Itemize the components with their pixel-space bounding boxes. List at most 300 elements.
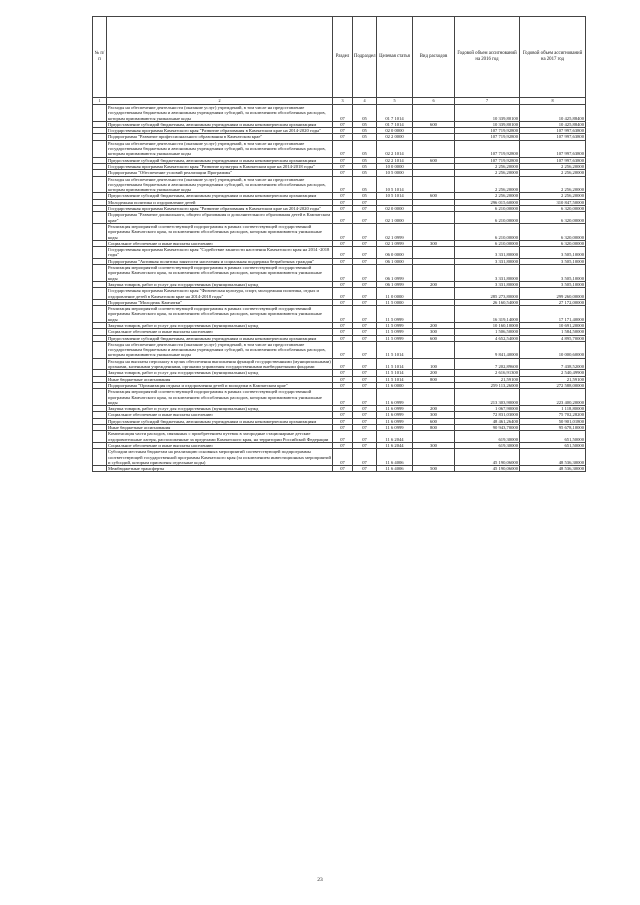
row-exptype bbox=[413, 212, 455, 224]
row-name: Расходы на обеспечение деятельности (оказание услуг) учреждений, в том числе на предоставление государственным бюджетным и автономным учреждениям субсидий, за исключением обособленных расходов, которым присваиваются уникальные коды bbox=[107, 176, 333, 193]
row-num bbox=[93, 449, 107, 466]
row-2017: 107 997,63800 bbox=[520, 157, 586, 163]
row-subsection: 07 bbox=[353, 299, 377, 305]
row-exptype: 300 bbox=[413, 240, 455, 246]
row-target: 02 1 0000 bbox=[377, 212, 413, 224]
row-num bbox=[93, 389, 107, 406]
table-row bbox=[93, 288, 586, 300]
row-name: Социальное обеспечение и иные выплаты населению bbox=[107, 329, 333, 335]
row-2017: 95 678,10000 bbox=[520, 425, 586, 431]
row-section: 07 bbox=[333, 128, 353, 134]
row-exptype bbox=[413, 265, 455, 282]
row-target: 11 5 1014 bbox=[377, 341, 413, 358]
row-2017: 4 895,70000 bbox=[520, 335, 586, 341]
header-name bbox=[107, 17, 333, 98]
row-num bbox=[93, 105, 107, 122]
row-subsection: 07 bbox=[353, 199, 377, 205]
row-subsection: 07 bbox=[353, 442, 377, 448]
row-target: 02 1 0999 bbox=[377, 240, 413, 246]
row-name: Расходы на обеспечение деятельности (оказание услуг) учреждений, в том числе на предоставление государственным бюджетным и автономным учреждениям субсидий, за исключением обособленных расходов, которым присваиваются уникальные коды bbox=[107, 140, 333, 157]
row-section: 07 bbox=[333, 299, 353, 305]
row-exptype bbox=[413, 306, 455, 323]
row-section: 07 bbox=[333, 199, 353, 205]
row-2017: 651,50000 bbox=[520, 442, 586, 448]
row-section: 07 bbox=[333, 329, 353, 335]
row-section: 07 bbox=[333, 105, 353, 122]
row-section: 07 bbox=[333, 140, 353, 157]
row-2017: 3 505,10000 bbox=[520, 265, 586, 282]
row-2016: 6 210,00000 bbox=[455, 206, 520, 212]
row-name: Социальное обеспечение и иные выплаты населению bbox=[107, 412, 333, 418]
row-2017: 10 425,88400 bbox=[520, 105, 586, 122]
row-2016: 3 331,80000 bbox=[455, 258, 520, 264]
row-2016: 6 210,00000 bbox=[455, 212, 520, 224]
row-exptype: 600 bbox=[413, 157, 455, 163]
table-row bbox=[93, 105, 586, 122]
column-number-row bbox=[93, 98, 586, 105]
colnum: 1 bbox=[93, 98, 107, 105]
row-name: Социальное обеспечение и иные выплаты населению bbox=[107, 442, 333, 448]
row-name: Иные бюджетные ассигнования bbox=[107, 376, 333, 382]
row-target: 10 5 0000 bbox=[377, 170, 413, 176]
header-subsection: Подраздел bbox=[353, 17, 377, 98]
row-2016: 10 339,80100 bbox=[455, 121, 520, 127]
row-num bbox=[93, 247, 107, 259]
table-row bbox=[93, 223, 586, 240]
row-subsection: 07 bbox=[353, 223, 377, 240]
row-section: 07 bbox=[333, 170, 353, 176]
header-num: № п/п bbox=[93, 17, 107, 98]
row-target: 10 5 1014 bbox=[377, 176, 413, 193]
row-subsection: 05 bbox=[353, 157, 377, 163]
row-2016: 2 256,20000 bbox=[455, 176, 520, 193]
row-subsection: 07 bbox=[353, 341, 377, 358]
row-2016: 107 719,92800 bbox=[455, 140, 520, 157]
row-name: Предоставление субсидий бюджетным, автономным учреждениям и иным некоммерческим организациям bbox=[107, 121, 333, 127]
row-2016: 107 719,92800 bbox=[455, 157, 520, 163]
row-target: 11 6 0000 bbox=[377, 382, 413, 388]
row-2017: 7 438,52000 bbox=[520, 358, 586, 370]
row-section: 07 bbox=[333, 382, 353, 388]
row-subsection: 07 bbox=[353, 389, 377, 406]
row-2016: 4 652,54000 bbox=[455, 335, 520, 341]
row-2016: 2 256,20000 bbox=[455, 170, 520, 176]
row-subsection: 07 bbox=[353, 306, 377, 323]
row-name: Государственная программа Камчатского края "Развитие культуры в Камчатском крае на 2014-2018 годы" bbox=[107, 163, 333, 169]
row-2017: 10 691,20000 bbox=[520, 322, 586, 328]
row-2016: 21,59100 bbox=[455, 376, 520, 382]
table-row bbox=[93, 389, 586, 406]
row-target: 11 5 0999 bbox=[377, 306, 413, 323]
row-2017: 272 588,00000 bbox=[520, 382, 586, 388]
row-subsection: 07 bbox=[353, 370, 377, 376]
row-subsection: 07 bbox=[353, 412, 377, 418]
row-num bbox=[93, 265, 107, 282]
row-subsection: 05 bbox=[353, 170, 377, 176]
row-target: 06 0 0000 bbox=[377, 247, 413, 259]
row-2017: 310 847,50000 bbox=[520, 199, 586, 205]
row-2016: 1 506,50000 bbox=[455, 329, 520, 335]
row-exptype: 500 bbox=[413, 466, 455, 472]
row-name: Расходы на обеспечение деятельности (оказание услуг) учреждений, в том числе на предоставление государственным бюджетным и автономным учреждениям субсидий, за исключением обособленных расходов, которым присваиваются уникальные коды bbox=[107, 105, 333, 122]
row-num bbox=[93, 176, 107, 193]
page-number: 23 bbox=[317, 877, 323, 883]
row-subsection: 07 bbox=[353, 288, 377, 300]
row-name: Межбюджетные трансферты bbox=[107, 466, 333, 472]
row-exptype: 200 bbox=[413, 406, 455, 412]
row-exptype: 600 bbox=[413, 121, 455, 127]
row-section: 07 bbox=[333, 322, 353, 328]
row-2016: 26 160,54000 bbox=[455, 299, 520, 305]
row-name: Подпрограмма "Активная политика занятости населения и социальная поддержка безработных граждан" bbox=[107, 258, 333, 264]
row-section: 07 bbox=[333, 163, 353, 169]
row-subsection: 05 bbox=[353, 163, 377, 169]
row-exptype bbox=[413, 176, 455, 193]
row-name: Иные бюджетные ассигнования bbox=[107, 425, 333, 431]
header-row bbox=[93, 17, 586, 98]
row-2017: 6 320,00000 bbox=[520, 240, 586, 246]
row-subsection: 07 bbox=[353, 247, 377, 259]
row-2017: 3 505,10000 bbox=[520, 281, 586, 287]
row-2017: 2 256,20000 bbox=[520, 176, 586, 193]
row-section: 07 bbox=[333, 449, 353, 466]
row-2017: 17 171,40000 bbox=[520, 306, 586, 323]
row-name: Закупка товаров, работ и услуг для государственных (муниципальных) нужд bbox=[107, 406, 333, 412]
row-2017: 107 997,63800 bbox=[520, 128, 586, 134]
row-name: Государственная программа Камчатского края "Содействие занятости населения Камчатского края на 2014 -2018 годы" bbox=[107, 247, 333, 259]
row-2016: 2 616,91300 bbox=[455, 370, 520, 376]
table-row bbox=[93, 176, 586, 193]
row-subsection: 05 bbox=[353, 128, 377, 134]
header-section: Раздел bbox=[333, 17, 353, 98]
row-target: 11 5 1014 bbox=[377, 358, 413, 370]
row-name: Реализация мероприятий соответствующей подпрограммы в рамках соответствующей государственной программы Камчатского края, за исключением обособленных расходов, которым присваиваются уникальные коды bbox=[107, 265, 333, 282]
row-2016: 45 190,06000 bbox=[455, 466, 520, 472]
row-exptype bbox=[413, 288, 455, 300]
row-subsection: 07 bbox=[353, 281, 377, 287]
row-num bbox=[93, 212, 107, 224]
row-2016: 107 719,92800 bbox=[455, 134, 520, 140]
row-target: 11 6 0999 bbox=[377, 412, 413, 418]
row-subsection: 07 bbox=[353, 406, 377, 412]
row-2017: 299 260,00000 bbox=[520, 288, 586, 300]
row-2017: 75 702,28200 bbox=[520, 412, 586, 418]
header-target: Целевая статья bbox=[377, 17, 413, 98]
row-subsection: 07 bbox=[353, 376, 377, 382]
row-target: 02 2 0000 bbox=[377, 134, 413, 140]
row-2017: 10 000,60000 bbox=[520, 341, 586, 358]
row-exptype bbox=[413, 341, 455, 358]
table-row bbox=[93, 431, 586, 443]
row-target: 02 1 0999 bbox=[377, 223, 413, 240]
budget-table bbox=[92, 16, 586, 472]
row-subsection: 07 bbox=[353, 449, 377, 466]
row-section: 07 bbox=[333, 212, 353, 224]
row-exptype: 200 bbox=[413, 322, 455, 328]
row-2017: 651,50000 bbox=[520, 431, 586, 443]
row-name: Государственная программа Камчатского края "Развитие образования в Камчатском крае на 2014-2020 годы" bbox=[107, 206, 333, 212]
row-2017: 2 256,20000 bbox=[520, 170, 586, 176]
row-section: 07 bbox=[333, 341, 353, 358]
table-row bbox=[93, 140, 586, 157]
colnum: 3 bbox=[333, 98, 353, 105]
row-section: 07 bbox=[333, 288, 353, 300]
table-row bbox=[93, 212, 586, 224]
row-2016: 6 210,00000 bbox=[455, 240, 520, 246]
row-exptype: 200 bbox=[413, 281, 455, 287]
row-section: 07 bbox=[333, 223, 353, 240]
row-2017: 10 425,88400 bbox=[520, 121, 586, 127]
row-subsection: 07 bbox=[353, 329, 377, 335]
row-section: 07 bbox=[333, 358, 353, 370]
row-subsection: 05 bbox=[353, 121, 377, 127]
row-2017: 21,59100 bbox=[520, 376, 586, 382]
row-name: Расходы на обеспечение деятельности (оказание услуг) учреждений, в том числе на предоставление государственным бюджетным и автономным учреждениям субсидий, за исключением обособленных расходов, которым присваиваются уникальные коды bbox=[107, 341, 333, 358]
row-2017: 6 320,00000 bbox=[520, 223, 586, 240]
row-name: Расходы на выплаты персоналу в целях обеспечения выполнения функций государственными (муниципальными) органами, казенными учреждениями, органами управления государственными внебюджетными фондами bbox=[108, 358, 331, 370]
row-section: 07 bbox=[333, 176, 353, 193]
row-subsection: 05 bbox=[353, 193, 377, 199]
row-target: 11 5 0999 bbox=[377, 322, 413, 328]
row-name: Компенсация части расходов, связанных с приобретением путевок в загородные стационарные детские оздоровительные лагеря, расположенные за пределами Камчатского края, на территории Российской Федерации bbox=[107, 431, 333, 443]
row-section: 07 bbox=[333, 418, 353, 424]
row-section: 07 bbox=[333, 412, 353, 418]
row-section: 07 bbox=[333, 406, 353, 412]
row-2017: 107 997,63800 bbox=[520, 140, 586, 157]
row-name: Подпрограмма "Молодежь Камчатки" bbox=[107, 299, 333, 305]
row-name: Закупка товаров, работ и услуг для государственных (муниципальных) нужд bbox=[107, 370, 333, 376]
row-exptype: 800 bbox=[413, 425, 455, 431]
row-subsection: 07 bbox=[353, 212, 377, 224]
colnum: 8 bbox=[520, 98, 586, 105]
row-2017: 1 584,50000 bbox=[520, 329, 586, 335]
row-target: 11 5 0999 bbox=[377, 329, 413, 335]
row-exptype: 800 bbox=[413, 376, 455, 382]
row-2016: 16 319,14000 bbox=[455, 306, 520, 323]
row-section: 07 bbox=[333, 134, 353, 140]
row-target: 06 1 0000 bbox=[377, 258, 413, 264]
row-target: 11 6 4006 bbox=[377, 466, 413, 472]
row-target: 11 6 0999 bbox=[377, 418, 413, 424]
row-2016: 3 331,80000 bbox=[455, 247, 520, 259]
row-2016: 285 273,80000 bbox=[455, 288, 520, 300]
row-target: 06 1 0999 bbox=[377, 265, 413, 282]
row-target: 11 6 4006 bbox=[377, 449, 413, 466]
row-section: 07 bbox=[333, 431, 353, 443]
row-name: Реализация мероприятий соответствующей подпрограммы в рамках соответствующей государственной программы Камчатского края, за исключением обособленных расходов, которым присваиваются уникальные коды bbox=[107, 223, 333, 240]
row-2017: 2 256,20000 bbox=[520, 193, 586, 199]
row-exptype bbox=[413, 140, 455, 157]
table-body bbox=[93, 105, 586, 472]
row-name: Подпрограмма "Развитие дошкольного, общего образования и дополнительного образования детей в Камчатском крае" bbox=[107, 212, 333, 224]
row-2016: 10 160,10000 bbox=[455, 322, 520, 328]
row-target: 11 6 0999 bbox=[377, 389, 413, 406]
row-2016: 48 461,26400 bbox=[455, 418, 520, 424]
colnum: 4 bbox=[353, 98, 377, 105]
row-name: Подпрограмма "Организация отдыха и оздоровления детей и молодежи в Камчатском крае" bbox=[107, 382, 333, 388]
header-2017: Годовой объем ассигнований на 2017 год bbox=[520, 17, 586, 98]
row-2016: 1 067,90000 bbox=[455, 406, 520, 412]
row-num bbox=[93, 431, 107, 443]
row-exptype: 300 bbox=[413, 442, 455, 448]
row-exptype: 600 bbox=[413, 193, 455, 199]
row-target: 02 2 1014 bbox=[377, 140, 413, 157]
row-2017: 3 505,10000 bbox=[520, 247, 586, 259]
row-2016: 619,30000 bbox=[455, 431, 520, 443]
row-section: 07 bbox=[333, 281, 353, 287]
row-name: Закупка товаров, работ и услуг для государственных (муниципальных) нужд bbox=[107, 322, 333, 328]
header-exptype: Вид расходов bbox=[413, 17, 455, 98]
row-subsection: 07 bbox=[353, 358, 377, 370]
row-name: Предоставление субсидий бюджетным, автономным учреждениям и иным некоммерческим организациям bbox=[107, 157, 333, 163]
row-section: 07 bbox=[333, 240, 353, 246]
row-subsection: 07 bbox=[353, 335, 377, 341]
row-subsection: 05 bbox=[353, 105, 377, 122]
row-num bbox=[93, 306, 107, 323]
row-section: 07 bbox=[333, 389, 353, 406]
row-name: Предоставление субсидий бюджетным, автономным учреждениям и иным некоммерческим организациям bbox=[107, 418, 333, 424]
row-num bbox=[93, 140, 107, 157]
row-num bbox=[93, 288, 107, 300]
table-row bbox=[93, 265, 586, 282]
row-target: 11 5 1014 bbox=[377, 370, 413, 376]
row-2017: 50 901,01800 bbox=[520, 418, 586, 424]
row-name: Субсидии местным бюджетам на реализацию основных мероприятий соответствующей подпрограммы соответствующей государственной программы Камчатского края (за исключением инвестиционных мероприятий и субсидий, которым присвоены отдельные коды) bbox=[108, 449, 331, 465]
row-exptype: 100 bbox=[413, 358, 455, 370]
row-num bbox=[93, 358, 107, 370]
row-section: 07 bbox=[333, 121, 353, 127]
row-2016: 10 339,80100 bbox=[455, 105, 520, 122]
row-subsection: 05 bbox=[353, 140, 377, 157]
row-target: 02 0 0000 bbox=[377, 128, 413, 134]
row-section: 07 bbox=[333, 265, 353, 282]
colnum: 2 bbox=[107, 98, 333, 105]
row-target: 01 7 1014 bbox=[377, 121, 413, 127]
row-name: Подпрограмма "Обеспечение условий реализации Программы" bbox=[107, 170, 333, 176]
row-2016: 72 831,03000 bbox=[455, 412, 520, 418]
row-2017: 2 540,49900 bbox=[520, 370, 586, 376]
row-exptype bbox=[413, 247, 455, 259]
row-section: 07 bbox=[333, 466, 353, 472]
row-target: 11 6 0999 bbox=[377, 406, 413, 412]
row-target: 02 0 0000 bbox=[377, 206, 413, 212]
row-subsection: 07 bbox=[353, 265, 377, 282]
table-row bbox=[93, 358, 586, 370]
row-2017: 3 505,10000 bbox=[520, 258, 586, 264]
row-section: 07 bbox=[333, 425, 353, 431]
row-subsection: 07 bbox=[353, 322, 377, 328]
row-section: 07 bbox=[333, 157, 353, 163]
row-2016: 2 256,20000 bbox=[455, 163, 520, 169]
row-name: Реализация мероприятий соответствующей подпрограммы в рамках соответствующей государственной программы Камчатского края, за исключением обособленных расходов, которым присваиваются уникальные коды bbox=[107, 389, 333, 406]
row-name: Закупка товаров, работ и услуг для государственных (муниципальных) нужд bbox=[107, 281, 333, 287]
row-2016: 3 331,80000 bbox=[455, 265, 520, 282]
row-section: 07 bbox=[333, 376, 353, 382]
row-target: 11 6 0999 bbox=[377, 425, 413, 431]
row-2017: 48 536,30000 bbox=[520, 449, 586, 466]
row-subsection: 07 bbox=[353, 431, 377, 443]
row-exptype bbox=[413, 223, 455, 240]
row-section: 07 bbox=[333, 247, 353, 259]
row-target: 11 5 0999 bbox=[377, 335, 413, 341]
row-2016: 2 256,20000 bbox=[455, 193, 520, 199]
header-2016: Годовой объем ассигнований на 2016 год bbox=[455, 17, 520, 98]
row-subsection: 07 bbox=[353, 466, 377, 472]
table-row bbox=[93, 466, 586, 472]
row-2016: 6 210,00000 bbox=[455, 223, 520, 240]
row-name: Молодежная политика и оздоровление детей bbox=[107, 199, 333, 205]
row-target: 11 5 1014 bbox=[377, 376, 413, 382]
row-2016: 213 303,90000 bbox=[455, 389, 520, 406]
row-2017: 6 320,00000 bbox=[520, 206, 586, 212]
row-exptype bbox=[413, 105, 455, 122]
row-section: 07 bbox=[333, 370, 353, 376]
row-2016: 90 943,70000 bbox=[455, 425, 520, 431]
row-2017: 2 256,20000 bbox=[520, 163, 586, 169]
row-num bbox=[93, 341, 107, 358]
row-subsection: 07 bbox=[353, 418, 377, 424]
row-2017: 6 320,00000 bbox=[520, 212, 586, 224]
table-row bbox=[93, 449, 586, 466]
row-name: Предоставление субсидий бюджетным, автономным учреждениям и иным некоммерческим организациям bbox=[107, 193, 333, 199]
row-target: 02 2 1014 bbox=[377, 157, 413, 163]
row-name: Предоставление субсидий бюджетным, автономным учреждениям и иным некоммерческим организациям bbox=[107, 335, 333, 341]
row-exptype: 300 bbox=[413, 412, 455, 418]
row-num bbox=[93, 466, 107, 472]
row-name: Государственная программа Камчатского края "Развитие образования в Камчатском крае на 2014-2020 годы" bbox=[107, 128, 333, 134]
row-section: 07 bbox=[333, 335, 353, 341]
row-exptype: 600 bbox=[413, 418, 455, 424]
row-name: Подпрограмма "Развитие профессионального образования в Камчатском крае" bbox=[107, 134, 333, 140]
row-2016: 259 113,26000 bbox=[455, 382, 520, 388]
row-section: 07 bbox=[333, 306, 353, 323]
row-2016: 107 719,92800 bbox=[455, 128, 520, 134]
row-exptype: 600 bbox=[413, 335, 455, 341]
row-subsection: 07 bbox=[353, 382, 377, 388]
row-2017: 48 536,30000 bbox=[520, 466, 586, 472]
row-2016: 296 015,60000 bbox=[455, 199, 520, 205]
row-exptype: 300 bbox=[413, 329, 455, 335]
colnum: 7 bbox=[455, 98, 520, 105]
table-row bbox=[93, 247, 586, 259]
table-row bbox=[93, 306, 586, 323]
row-target: 11 6 2044 bbox=[377, 431, 413, 443]
row-subsection: 07 bbox=[353, 425, 377, 431]
row-section: 07 bbox=[333, 206, 353, 212]
colnum: 5 bbox=[377, 98, 413, 105]
row-exptype: 200 bbox=[413, 370, 455, 376]
row-target: 11 0 0000 bbox=[377, 288, 413, 300]
row-name: Государственная программа Камчатского края "Физическая культура, спорт, молодежная политика, отдых и оздоровление детей в Камчатском крае на 2014-2018 годы" bbox=[107, 288, 333, 300]
row-2016: 3 331,80000 bbox=[455, 281, 520, 287]
row-2016: 45 190,06000 bbox=[455, 449, 520, 466]
row-section: 07 bbox=[333, 193, 353, 199]
table-row bbox=[93, 341, 586, 358]
colnum: 6 bbox=[413, 98, 455, 105]
row-section: 07 bbox=[333, 442, 353, 448]
row-name: Реализация мероприятий соответствующей подпрограммы в рамках соответствующей государственной программы Камчатского края, за исключением обособленных расходов, которым присваиваются уникальные коды bbox=[107, 306, 333, 323]
row-target: 10 5 1014 bbox=[377, 193, 413, 199]
row-subsection: 07 bbox=[353, 206, 377, 212]
row-2016: 619,30000 bbox=[455, 442, 520, 448]
row-name: Социальное обеспечение и иные выплаты населению bbox=[107, 240, 333, 246]
row-2016: 7 202,89600 bbox=[455, 358, 520, 370]
row-target: 10 0 0000 bbox=[377, 163, 413, 169]
row-exptype bbox=[413, 431, 455, 443]
row-2017: 27 172,00000 bbox=[520, 299, 586, 305]
row-exptype bbox=[413, 389, 455, 406]
row-subsection: 07 bbox=[353, 240, 377, 246]
